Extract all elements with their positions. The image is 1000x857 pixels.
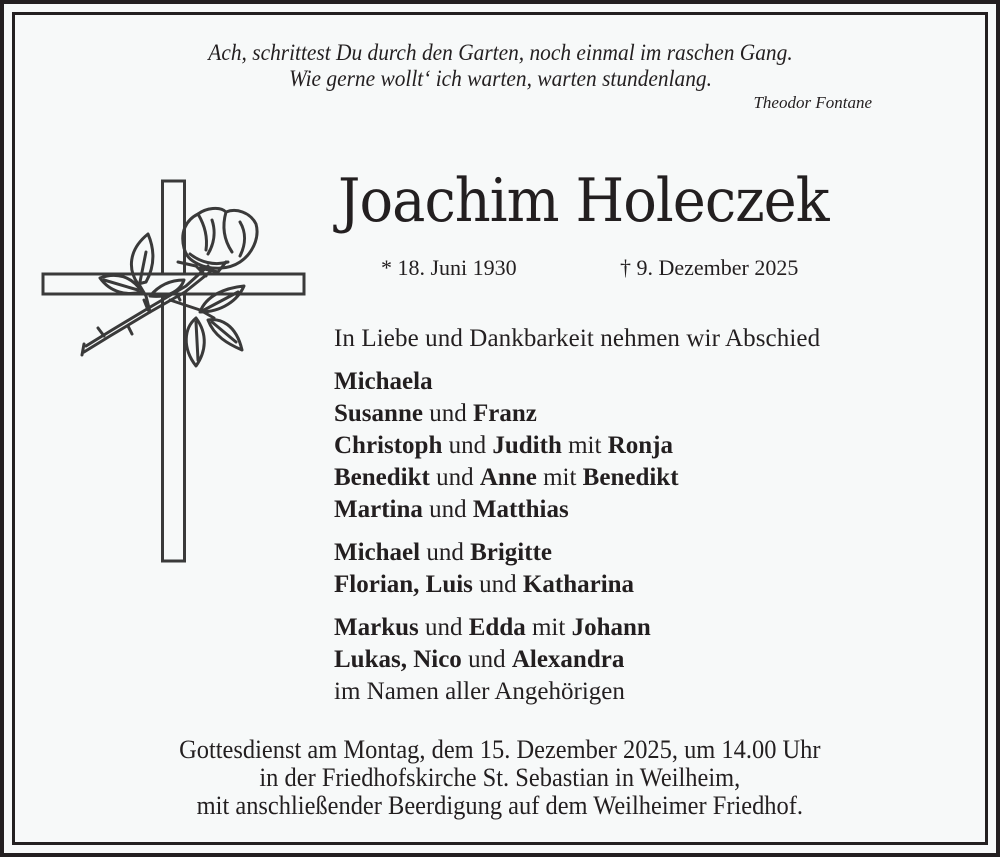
mourner-name: Martina <box>334 496 423 523</box>
mourner-line <box>334 494 679 526</box>
mourner-name: Franz <box>472 400 537 427</box>
mourner-line <box>334 569 634 601</box>
mourners-group <box>334 366 679 526</box>
mourner-line <box>334 537 634 569</box>
connector-text: im Namen aller Angehörigen <box>334 678 625 705</box>
mourner-name: Florian, Luis <box>334 571 473 598</box>
connector-text: mit <box>536 464 583 491</box>
farewell-intro: In Liebe und Dankbarkeit nehmen wir Abschied <box>334 325 821 352</box>
mourner-name: Markus <box>334 614 419 641</box>
mourner-line <box>334 676 651 708</box>
connector-text: und <box>418 614 469 641</box>
mourner-name: Matthias <box>472 496 569 523</box>
deceased-name: Joachim Holeczek <box>338 166 829 236</box>
service-line: in der Friedhofskirche St. Sebastian in Weilheim, <box>259 763 741 792</box>
connector-text: mit <box>525 614 572 641</box>
cross-with-rose-icon <box>36 175 311 567</box>
connector-text: und <box>442 432 493 459</box>
mourner-name: Michael <box>334 539 421 566</box>
mourner-name: Benedikt <box>334 464 430 491</box>
connector-text: mit <box>561 432 608 459</box>
mourner-line <box>334 430 679 462</box>
mourner-name: Edda <box>468 614 526 641</box>
mourner-line <box>334 612 651 644</box>
mourners-group <box>334 612 651 708</box>
mourner-name: Michaela <box>334 368 433 395</box>
mourner-line <box>334 644 651 676</box>
mourner-line <box>334 366 679 398</box>
poem-quote <box>35 40 965 92</box>
quote-line: Wie gerne wollt‘ ich warten, warten stundenlang. <box>288 66 712 91</box>
mourner-name: Susanne <box>334 400 423 427</box>
mourner-line <box>334 398 679 430</box>
mourner-name: Alexandra <box>511 646 625 673</box>
mourner-name: Anne <box>479 464 537 491</box>
connector-text: und <box>422 496 473 523</box>
mourner-name: Johann <box>571 614 651 641</box>
birth-date: * 18. Juni 1930 <box>381 255 517 280</box>
mourners-group <box>334 537 634 601</box>
mourner-name: Lukas, Nico <box>334 646 462 673</box>
connector-text: und <box>472 571 523 598</box>
service-announcement <box>30 736 970 820</box>
quote-author: Theodor Fontane <box>753 93 872 112</box>
connector-text: und <box>429 464 480 491</box>
connector-text: und <box>422 400 473 427</box>
connector-text: und <box>420 539 471 566</box>
service-line: mit anschließender Beerdigung auf dem Weilheimer Friedhof. <box>196 791 803 820</box>
mourner-name: Ronja <box>607 432 673 459</box>
mourner-name: Judith <box>492 432 562 459</box>
death-date: † 9. Dezember 2025 <box>620 255 799 280</box>
mourner-name: Christoph <box>334 432 443 459</box>
mourner-name: Katharina <box>522 571 635 598</box>
mourner-name: Benedikt <box>582 464 679 491</box>
service-line: Gottesdienst am Montag, dem 15. Dezember 2025, um 14.00 Uhr <box>179 735 821 764</box>
mourner-name: Brigitte <box>470 539 553 566</box>
connector-text: und <box>461 646 512 673</box>
quote-line: Ach, schrittest Du durch den Garten, noch einmal im raschen Gang. <box>208 40 793 65</box>
mourner-line <box>334 462 679 494</box>
